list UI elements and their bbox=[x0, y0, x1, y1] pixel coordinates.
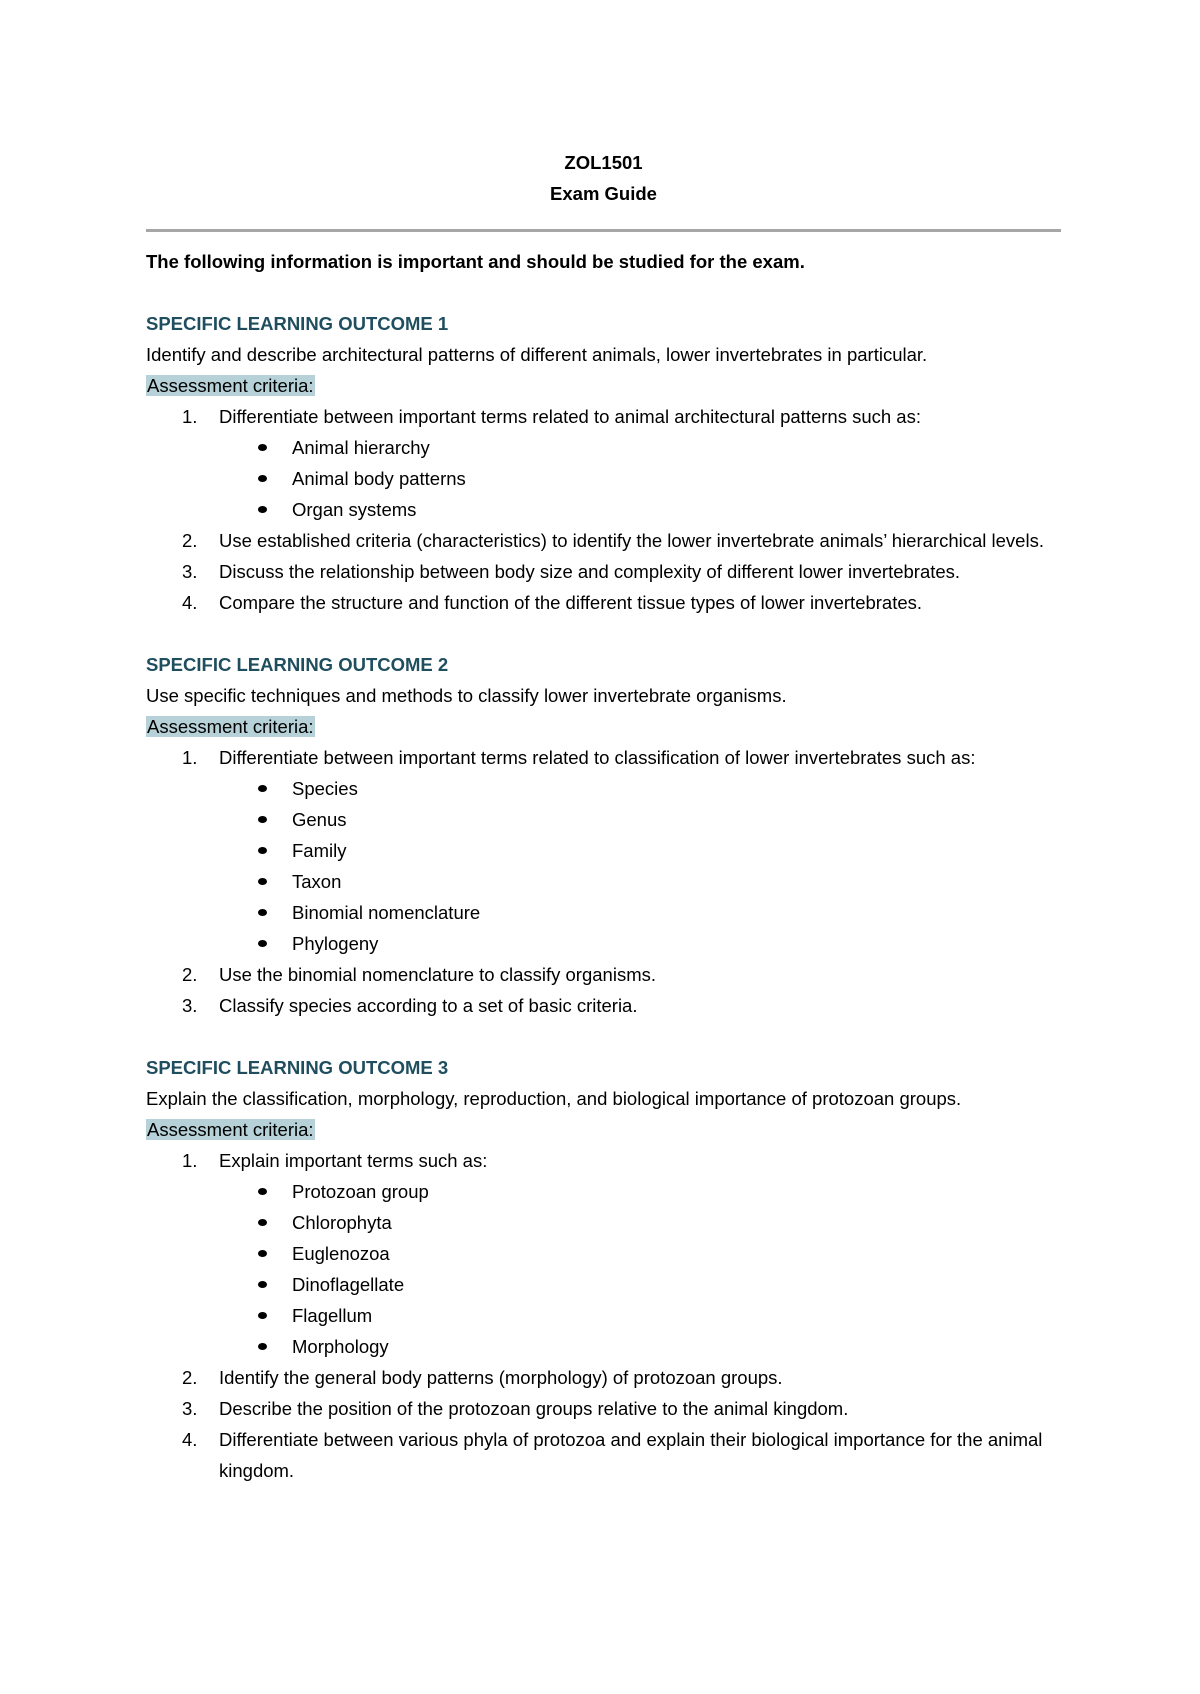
term-item bbox=[146, 1207, 1061, 1238]
criteria-item bbox=[146, 556, 1061, 587]
item-text: Identify the general body patterns (morphology) of protozoan groups. bbox=[219, 1367, 783, 1388]
term-text: Chlorophyta bbox=[292, 1212, 392, 1233]
criteria-item bbox=[146, 1393, 1061, 1424]
term-text: Taxon bbox=[292, 871, 342, 892]
term-list bbox=[219, 773, 1061, 959]
item-text: Use the binomial nomenclature to classify organisms. bbox=[219, 964, 656, 985]
assessment-criteria-label: Assessment criteria: bbox=[147, 375, 314, 396]
term-item bbox=[146, 494, 1061, 525]
assessment-criteria-label: Assessment criteria: bbox=[147, 716, 314, 737]
bullet-icon bbox=[258, 847, 267, 854]
term-item bbox=[146, 804, 1061, 835]
item-number: 2. bbox=[182, 964, 198, 985]
term-item bbox=[146, 1176, 1061, 1207]
section-description: Explain the classification, morphology, reproduction, and biological importance of protozoan groups. bbox=[146, 1088, 962, 1109]
bullet-icon bbox=[258, 475, 267, 482]
item-number: 4. bbox=[182, 1429, 198, 1450]
assessment-criteria-label: Assessment criteria: bbox=[147, 1119, 314, 1140]
section-heading: SPECIFIC LEARNING OUTCOME 2 bbox=[146, 654, 449, 675]
learning-outcome-section bbox=[146, 1052, 1061, 1486]
item-number: 3. bbox=[182, 995, 198, 1016]
term-text: Morphology bbox=[292, 1336, 389, 1357]
item-text: Differentiate between various phyla of protozoa and explain their biological importance for the animal kingdom. bbox=[219, 1429, 1043, 1481]
term-item bbox=[146, 1331, 1061, 1362]
item-number: 2. bbox=[182, 1367, 198, 1388]
item-text: Explain important terms such as: bbox=[219, 1150, 488, 1171]
bullet-icon bbox=[258, 1188, 267, 1195]
term-text: Euglenozoa bbox=[292, 1243, 390, 1264]
item-text: Differentiate between important terms related to classification of lower invertebrates such as: bbox=[219, 747, 976, 768]
term-list bbox=[219, 432, 1061, 525]
criteria-item bbox=[146, 959, 1061, 990]
criteria-item bbox=[146, 525, 1061, 556]
term-text: Binomial nomenclature bbox=[292, 902, 481, 923]
term-text: Animal hierarchy bbox=[292, 437, 430, 458]
criteria-item bbox=[146, 1362, 1061, 1393]
criteria-item bbox=[146, 587, 1061, 618]
section-description: Identify and describe architectural patterns of different animals, lower invertebrates in particular. bbox=[146, 344, 928, 365]
learning-outcome-section bbox=[146, 649, 1061, 1021]
term-list bbox=[219, 1176, 1061, 1362]
horizontal-rule bbox=[146, 229, 1061, 232]
bullet-icon bbox=[258, 1250, 267, 1257]
term-item bbox=[146, 1300, 1061, 1331]
bullet-icon bbox=[258, 444, 267, 451]
term-item bbox=[146, 928, 1061, 959]
term-text: Flagellum bbox=[292, 1305, 373, 1326]
section-heading: SPECIFIC LEARNING OUTCOME 1 bbox=[146, 313, 449, 334]
section-description: Use specific techniques and methods to classify lower invertebrate organisms. bbox=[146, 685, 787, 706]
term-text: Organ systems bbox=[292, 499, 417, 520]
bullet-icon bbox=[258, 940, 267, 947]
term-text: Dinoflagellate bbox=[292, 1274, 405, 1295]
item-number: 1. bbox=[182, 747, 198, 768]
term-text: Genus bbox=[292, 809, 347, 830]
item-text: Describe the position of the protozoan groups relative to the animal kingdom. bbox=[219, 1398, 849, 1419]
sections-container bbox=[146, 308, 1061, 1486]
term-text: Protozoan group bbox=[292, 1181, 429, 1202]
bullet-icon bbox=[258, 1312, 267, 1319]
item-text: Compare the structure and function of the different tissue types of lower invertebrates. bbox=[219, 592, 923, 613]
criteria-item bbox=[146, 742, 1061, 959]
criteria-item bbox=[146, 1145, 1061, 1362]
bullet-icon bbox=[258, 816, 267, 823]
item-text: Discuss the relationship between body size and complexity of different lower invertebrates. bbox=[219, 561, 961, 582]
term-item bbox=[146, 773, 1061, 804]
item-text: Classify species according to a set of basic criteria. bbox=[219, 995, 638, 1016]
item-number: 1. bbox=[182, 406, 198, 427]
bullet-icon bbox=[258, 1281, 267, 1288]
learning-outcome-section bbox=[146, 308, 1061, 618]
document-title: Exam Guide bbox=[550, 183, 657, 204]
bullet-icon bbox=[258, 506, 267, 513]
document-page bbox=[146, 147, 1061, 1517]
criteria-item bbox=[146, 401, 1061, 525]
course-code: ZOL1501 bbox=[564, 152, 643, 173]
bullet-icon bbox=[258, 1219, 267, 1226]
term-text: Animal body patterns bbox=[292, 468, 466, 489]
term-item bbox=[146, 1269, 1061, 1300]
term-item bbox=[146, 897, 1061, 928]
term-text: Species bbox=[292, 778, 358, 799]
item-text: Use established criteria (characteristics) to identify the lower invertebrate animals’ hierarchical levels. bbox=[219, 530, 1044, 551]
criteria-list bbox=[146, 742, 1061, 1021]
item-number: 1. bbox=[182, 1150, 198, 1171]
term-item bbox=[146, 1238, 1061, 1269]
term-item bbox=[146, 432, 1061, 463]
term-text: Family bbox=[292, 840, 347, 861]
criteria-item bbox=[146, 1424, 1061, 1486]
criteria-list bbox=[146, 1145, 1061, 1486]
item-number: 3. bbox=[182, 561, 198, 582]
criteria-item bbox=[146, 990, 1061, 1021]
bullet-icon bbox=[258, 909, 267, 916]
term-text: Phylogeny bbox=[292, 933, 379, 954]
item-text: Differentiate between important terms related to animal architectural patterns such as: bbox=[219, 406, 921, 427]
bullet-icon bbox=[258, 878, 267, 885]
item-number: 2. bbox=[182, 530, 198, 551]
item-number: 4. bbox=[182, 592, 198, 613]
bullet-icon bbox=[258, 785, 267, 792]
term-item bbox=[146, 463, 1061, 494]
term-item bbox=[146, 835, 1061, 866]
term-item bbox=[146, 866, 1061, 897]
intro-statement: The following information is important and should be studied for the exam. bbox=[146, 251, 805, 272]
bullet-icon bbox=[258, 1343, 267, 1350]
item-number: 3. bbox=[182, 1398, 198, 1419]
section-heading: SPECIFIC LEARNING OUTCOME 3 bbox=[146, 1057, 449, 1078]
criteria-list bbox=[146, 401, 1061, 618]
